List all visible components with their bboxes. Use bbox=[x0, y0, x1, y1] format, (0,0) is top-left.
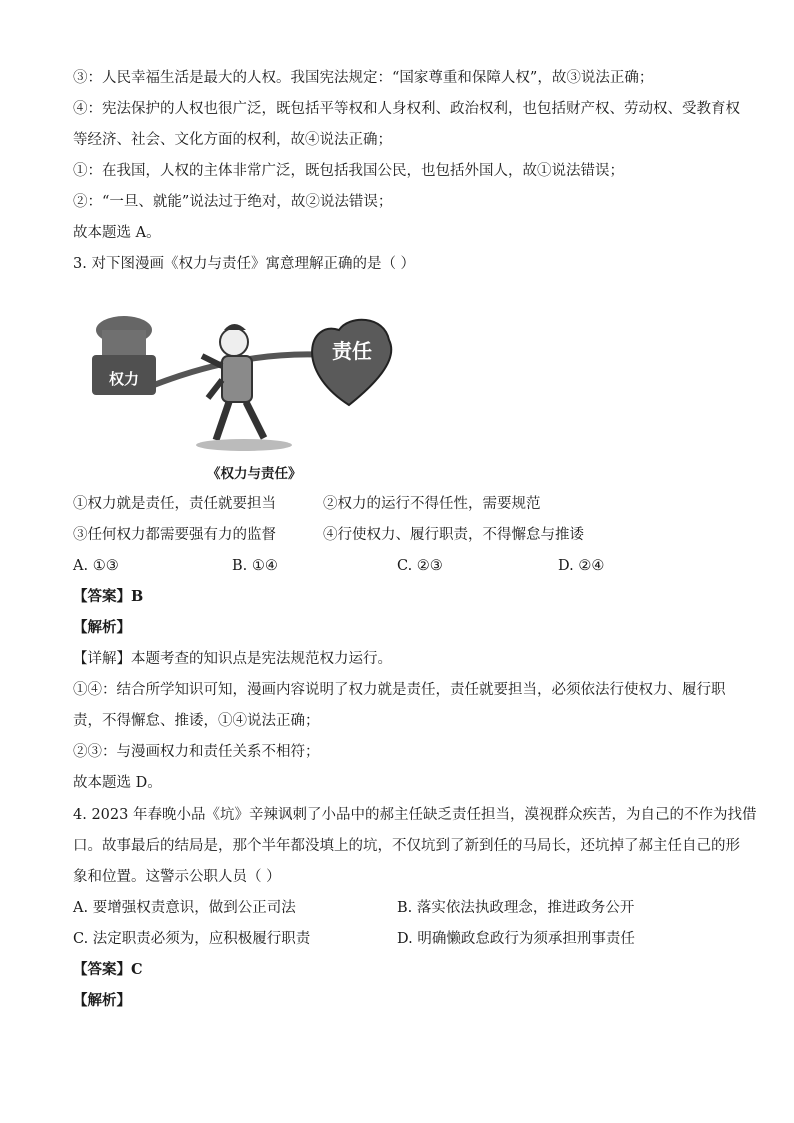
question-4-stem: 口。故事最后的结局是，那个半年都没填上的坑，不仅坑到了新到任的马局长，还坑掉了郝主任自己的形 bbox=[73, 838, 740, 854]
statement-2: ②权力的运行不得任性，需要规范 bbox=[323, 496, 541, 512]
analysis-label: 【解析】 bbox=[73, 619, 131, 636]
statement-3: ③任何权力都需要强有力的监督 bbox=[73, 527, 276, 543]
power-label: 权力 bbox=[108, 370, 140, 388]
analysis-line: ②③：与漫画权力和责任关系不相符； bbox=[73, 744, 320, 760]
analysis-line: 【详解】本题考查的知识点是宪法规范权力运行。 bbox=[73, 651, 392, 667]
answer-label: 【答案】C bbox=[73, 961, 143, 978]
option-c: C. ②③ bbox=[397, 558, 443, 574]
statement-1: ①权力就是责任，责任就要担当 bbox=[73, 496, 276, 512]
man-head-icon bbox=[220, 328, 248, 356]
option-d: D. 明确懒政怠政行为须承担刑事责任 bbox=[397, 931, 635, 947]
duty-label: 责任 bbox=[332, 339, 372, 363]
text-line: 故本题选 A。 bbox=[73, 225, 161, 241]
analysis-label: 【解析】 bbox=[73, 992, 131, 1009]
cartoon-caption: 《权力与责任》 bbox=[207, 466, 302, 482]
analysis-line: 责，不得懈怠、推诿，①④说法正确； bbox=[73, 713, 320, 729]
text-line: ②：“一旦、就能”说法过于绝对，故②说法错误； bbox=[73, 194, 393, 210]
statement-4: ④行使权力、履行职责，不得懈怠与推诿 bbox=[323, 527, 584, 543]
man-body-icon bbox=[222, 356, 252, 402]
option-d: D. ②④ bbox=[558, 558, 605, 574]
option-a: A. ①③ bbox=[73, 558, 119, 574]
option-b: B. 落实依法执政理念，推进政务公开 bbox=[397, 900, 635, 916]
question-4-stem: 4. 2023 年春晚小品《坑》辛辣讽刺了小品中的郝主任缺乏责任担当，漠视群众疾苦，为自己的不作为找借 bbox=[73, 807, 757, 823]
option-b: B. ①④ bbox=[232, 558, 278, 574]
cartoon-power-and-responsibility bbox=[84, 300, 414, 460]
text-line: ①：在我国，人权的主体非常广泛，既包括我国公民，也包括外国人，故①说法错误； bbox=[73, 163, 624, 179]
analysis-line: 故本题选 D。 bbox=[73, 775, 162, 791]
question-4-stem: 象和位置。这警示公职人员（ ） bbox=[73, 869, 281, 885]
text-line: 等经济、社会、文化方面的权利，故④说法正确； bbox=[73, 132, 392, 148]
text-line: ④：宪法保护的人权也很广泛，既包括平等权和人身权利、政治权利，也包括财产权、劳动权、受教育权 bbox=[73, 101, 740, 117]
question-3-stem: 3. 对下图漫画《权力与责任》寓意理解正确的是（ ） bbox=[73, 256, 416, 272]
answer-label: 【答案】B bbox=[73, 588, 144, 605]
option-a: A. 要增强权责意识，做到公正司法 bbox=[73, 900, 296, 916]
analysis-line: ①④：结合所学知识可知，漫画内容说明了权力就是责任，责任就要担当，必须依法行使权力、履行职 bbox=[73, 682, 726, 698]
text-line: ③：人民幸福生活是最大的人权。我国宪法规定：“国家尊重和保障人权”，故③说法正确； bbox=[73, 70, 654, 86]
option-c: C. 法定职责必须为，应积极履行职责 bbox=[73, 931, 311, 947]
